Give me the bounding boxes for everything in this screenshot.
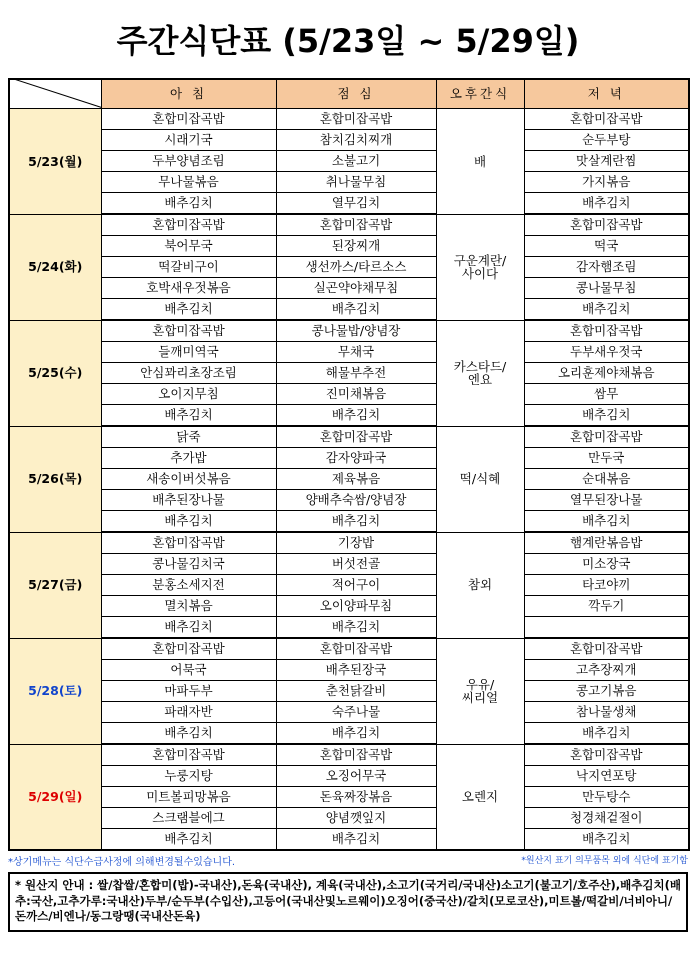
lunch-item: 실곤약야채무침 [276,278,436,299]
dinner-item: 혼합미잡곡밥 [524,109,689,130]
morning-item: 혼합미잡곡밥 [101,320,276,342]
header-dinner: 저 녁 [524,79,689,109]
dinner-item: 고추장찌개 [524,660,689,681]
morning-item: 마파두부 [101,681,276,702]
dinner-item: 두부새우젓국 [524,342,689,363]
table-row [9,575,689,596]
dinner-item: 혼합미잡곡밥 [524,744,689,766]
table-row [9,469,689,490]
morning-item: 닭죽 [101,426,276,448]
morning-item: 혼합미잡곡밥 [101,532,276,554]
morning-item: 배추김치 [101,829,276,851]
header-corner [9,79,101,109]
lunch-item: 콩나물밥/양념장 [276,320,436,342]
morning-item: 시래기국 [101,130,276,151]
lunch-item: 된장찌개 [276,236,436,257]
dinner-item: 낙지연포탕 [524,766,689,787]
table-row [9,617,689,639]
morning-item: 북어무국 [101,236,276,257]
dinner-item: 깍두기 [524,596,689,617]
table-row [9,405,689,427]
lunch-item: 배추김치 [276,511,436,533]
dinner-item: 감자햄조림 [524,257,689,278]
morning-item: 배추김치 [101,299,276,321]
morning-item: 배추김치 [101,617,276,639]
lunch-item: 양배추숙쌈/양념장 [276,490,436,511]
table-row [9,829,689,851]
morning-item: 두부양념조림 [101,151,276,172]
table-row [9,299,689,321]
lunch-item: 배추김치 [276,829,436,851]
date-cell: 5/28(토) [9,638,101,744]
dinner-item: 배추김치 [524,829,689,851]
lunch-item: 버섯전골 [276,554,436,575]
snack-cell: 구운계란/ 사이다 [436,214,524,320]
table-row [9,511,689,533]
morning-item: 오이지무침 [101,384,276,405]
lunch-item: 생선까스/타르소스 [276,257,436,278]
lunch-item: 오이양파무침 [276,596,436,617]
morning-item: 혼합미잡곡밥 [101,638,276,660]
morning-item: 미트볼피망볶음 [101,787,276,808]
table-row [9,596,689,617]
table-row [9,342,689,363]
dinner-item: 만두탕수 [524,787,689,808]
lunch-item: 열무김치 [276,193,436,215]
table-row [9,193,689,215]
date-cell: 5/26(목) [9,426,101,532]
snack-cell: 우유/ 씨리얼 [436,638,524,744]
notes-row [8,853,688,868]
table-row [9,278,689,299]
title-container [8,0,688,78]
morning-item: 배추된장나물 [101,490,276,511]
lunch-item: 혼합미잡곡밥 [276,426,436,448]
table-row [9,320,689,342]
table-row [9,426,689,448]
morning-item: 혼합미잡곡밥 [101,744,276,766]
lunch-item: 혼합미잡곡밥 [276,744,436,766]
date-cell: 5/29(일) [9,744,101,850]
dinner-item: 미소장국 [524,554,689,575]
lunch-item: 해물부추전 [276,363,436,384]
table-row [9,744,689,766]
table-body [9,109,689,851]
dinner-item: 햄계란볶음밥 [524,532,689,554]
lunch-item: 춘천닭갈비 [276,681,436,702]
header-row [9,79,689,109]
lunch-item: 돈육짜장볶음 [276,787,436,808]
origin-info-box: * 원산지 안내 : 쌀/찹쌀/혼합미(밥)-국내산),돈육(국내산), 계육(국내산),소고기(국거리/국내산)소고기(불고기/호주산),배추김치(배추:국산,고추가루:국내산)두부/순두부(수입산),고등어(국내산및노르웨이)오징어(중국산)/갈치(모로코산),미트볼/떡갈비/너비아니/돈까스/비엔나/동그랑땡(국내산돈육) [8,872,688,932]
morning-item: 파래자반 [101,702,276,723]
lunch-item: 양념깻잎지 [276,808,436,829]
table-row [9,384,689,405]
header-snack: 오후간식 [436,79,524,109]
dinner-item: 배추김치 [524,723,689,745]
lunch-item: 배추김치 [276,723,436,745]
header-lunch: 점 심 [276,79,436,109]
lunch-item: 혼합미잡곡밥 [276,109,436,130]
weekly-menu-table [8,78,690,851]
morning-item: 배추김치 [101,405,276,427]
lunch-item: 소불고기 [276,151,436,172]
table-row [9,363,689,384]
lunch-item: 제육볶음 [276,469,436,490]
snack-cell: 카스타드/ 엔요 [436,320,524,426]
page-title: 주간식단표 (5/23일 ~ 5/29일) [116,22,580,60]
origin-label-note: *원산지 표기 의무품목 외에 식단에 표기함 [521,856,688,866]
table-row [9,787,689,808]
menu-change-note: *상기메뉴는 식단수급사정에 의해변경될수있습니다. [8,857,236,868]
morning-item: 배추김치 [101,193,276,215]
snack-cell: 오렌지 [436,744,524,850]
snack-cell: 배 [436,109,524,215]
morning-item: 스크램블에그 [101,808,276,829]
dinner-item: 배추김치 [524,299,689,321]
table-row [9,723,689,745]
dinner-item: 만두국 [524,448,689,469]
morning-item: 어묵국 [101,660,276,681]
table-row [9,130,689,151]
morning-item: 떡갈비구이 [101,257,276,278]
dinner-item: 혼합미잡곡밥 [524,214,689,236]
lunch-item: 기장밥 [276,532,436,554]
dinner-item: 가지볶음 [524,172,689,193]
lunch-item: 배추김치 [276,299,436,321]
lunch-item: 배추김치 [276,617,436,639]
dinner-item: 순두부탕 [524,130,689,151]
morning-item: 배추김치 [101,511,276,533]
lunch-item: 혼합미잡곡밥 [276,638,436,660]
lunch-item: 무채국 [276,342,436,363]
table-row [9,448,689,469]
dinner-item: 콩나물무침 [524,278,689,299]
date-cell: 5/27(금) [9,532,101,638]
morning-item: 콩나물김치국 [101,554,276,575]
dinner-item: 열무된장나물 [524,490,689,511]
table-row [9,681,689,702]
morning-item: 멸치볶음 [101,596,276,617]
table-row [9,236,689,257]
morning-item: 분홍소세지전 [101,575,276,596]
lunch-item: 참치김치찌개 [276,130,436,151]
lunch-item: 취나물무침 [276,172,436,193]
dinner-item: 혼합미잡곡밥 [524,320,689,342]
diagonal-line-icon [10,80,101,108]
morning-item: 새송이버섯볶음 [101,469,276,490]
dinner-item [524,617,689,639]
dinner-item: 타코야끼 [524,575,689,596]
table-row [9,532,689,554]
dinner-item: 떡국 [524,236,689,257]
table-row [9,490,689,511]
morning-item: 안심꽈리초장조림 [101,363,276,384]
dinner-item: 배추김치 [524,511,689,533]
lunch-item: 숙주나물 [276,702,436,723]
snack-cell: 떡/식혜 [436,426,524,532]
table-row [9,214,689,236]
morning-item: 혼합미잡곡밥 [101,214,276,236]
dinner-item: 혼합미잡곡밥 [524,638,689,660]
dinner-item: 콩고기볶음 [524,681,689,702]
lunch-item: 진미채볶음 [276,384,436,405]
dinner-item: 맛살계란찜 [524,151,689,172]
dinner-item: 배추김치 [524,405,689,427]
morning-item: 혼합미잡곡밥 [101,109,276,130]
date-cell: 5/25(수) [9,320,101,426]
morning-item: 배추김치 [101,723,276,745]
lunch-item: 혼합미잡곡밥 [276,214,436,236]
table-row [9,702,689,723]
dinner-item: 오리훈제야채볶음 [524,363,689,384]
morning-item: 추가밥 [101,448,276,469]
snack-cell: 참외 [436,532,524,638]
date-cell: 5/24(화) [9,214,101,320]
morning-item: 들깨미역국 [101,342,276,363]
table-row [9,554,689,575]
table-row [9,257,689,278]
morning-item: 무나물볶음 [101,172,276,193]
table-row [9,638,689,660]
dinner-item: 배추김치 [524,193,689,215]
date-cell: 5/23(월) [9,109,101,215]
table-row [9,808,689,829]
lunch-item: 배추된장국 [276,660,436,681]
dinner-item: 순대볶음 [524,469,689,490]
table-row [9,766,689,787]
table-row [9,151,689,172]
lunch-item: 오징어무국 [276,766,436,787]
dinner-item: 혼합미잡곡밥 [524,426,689,448]
header-morning: 아 침 [101,79,276,109]
dinner-item: 참나물생채 [524,702,689,723]
table-header [9,79,689,109]
lunch-item: 적어구이 [276,575,436,596]
dinner-item: 쌈무 [524,384,689,405]
lunch-item: 배추김치 [276,405,436,427]
table-row [9,172,689,193]
morning-item: 누룽지탕 [101,766,276,787]
morning-item: 호박새우젓볶음 [101,278,276,299]
dinner-item: 청경채겉절이 [524,808,689,829]
table-row [9,109,689,130]
table-row [9,660,689,681]
lunch-item: 감자양파국 [276,448,436,469]
